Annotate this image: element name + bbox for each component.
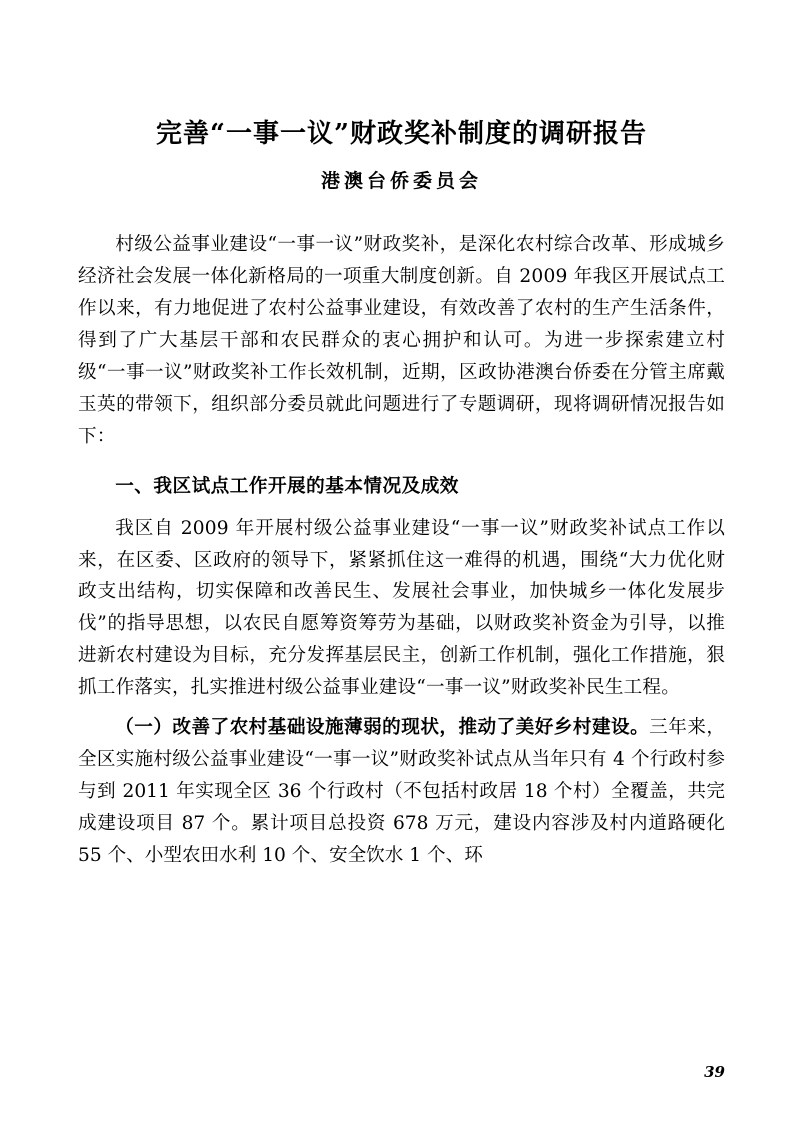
section-heading-1: 一、我区试点工作开展的基本情况及成效 (115, 475, 459, 497)
paragraph-section-1-body: 我区自 2009 年开展村级公益事业建设“一事一议”财政奖补试点工作以来，在区委、区政府的领导下，紧紧抓住这一难得的机遇，围绕“大力优化财政支出结构，切实保障和改善民生、发展社会事业，加快城乡一体化发展步伐”的指导思想，以农民自愿筹资筹劳为基础，以财政奖补资金为引导，以推进新农村建设为目标，充分发挥基层民主，创新工作机制，强化工作措施，狠抓工作落实，扎实推进村级公益事业建设“一事一议”财政奖补民生工程。 (78, 517, 725, 699)
paragraph-section-1-1 (78, 712, 725, 872)
subsection-lead-label: （一）改善了农村基础设施薄弱的现状，推动了美好乡村建设。 (115, 717, 650, 739)
document-subtitle: 港澳台侨委员会 (320, 169, 482, 192)
subsection-body-text: 三年来，全区实施村级公益事业建设“一事一议”财政奖补试点从当年只有 4 个行政村参与到 2011 年实现全区 36 个行政村（不包括村政居 18 个村）全覆盖，共完成建设项目 87 个。累计项目总投资 678 万元，建设内容涉及村内道路硬化 55 个、小型农田水利 10 个、安全饮水 1 个、环 (78, 717, 725, 867)
paragraph-intro: 村级公益事业建设“一事一议”财政奖补，是深化农村综合改革、形成城乡经济社会发展一体化新格局的一项重大制度创新。自 2009 年我区开展试点工作以来，有力地促进了农村公益事业建设，有效改善了农村的生产生活条件，得到了广大基层干部和农民群众的衷心拥护和认可。为进一步探索建立村级“一事一议”财政奖补工作长效机制，近期，区政协港澳台侨委在分管主席戴玉英的带领下，组织部分委员就此问题进行了专题调研，现将调研情况报告如下： (78, 233, 725, 447)
document-body (78, 229, 725, 872)
page-title: 完善“一事一议”财政奖补制度的调研报告 (156, 119, 647, 149)
page-number: 39 (704, 1063, 725, 1081)
